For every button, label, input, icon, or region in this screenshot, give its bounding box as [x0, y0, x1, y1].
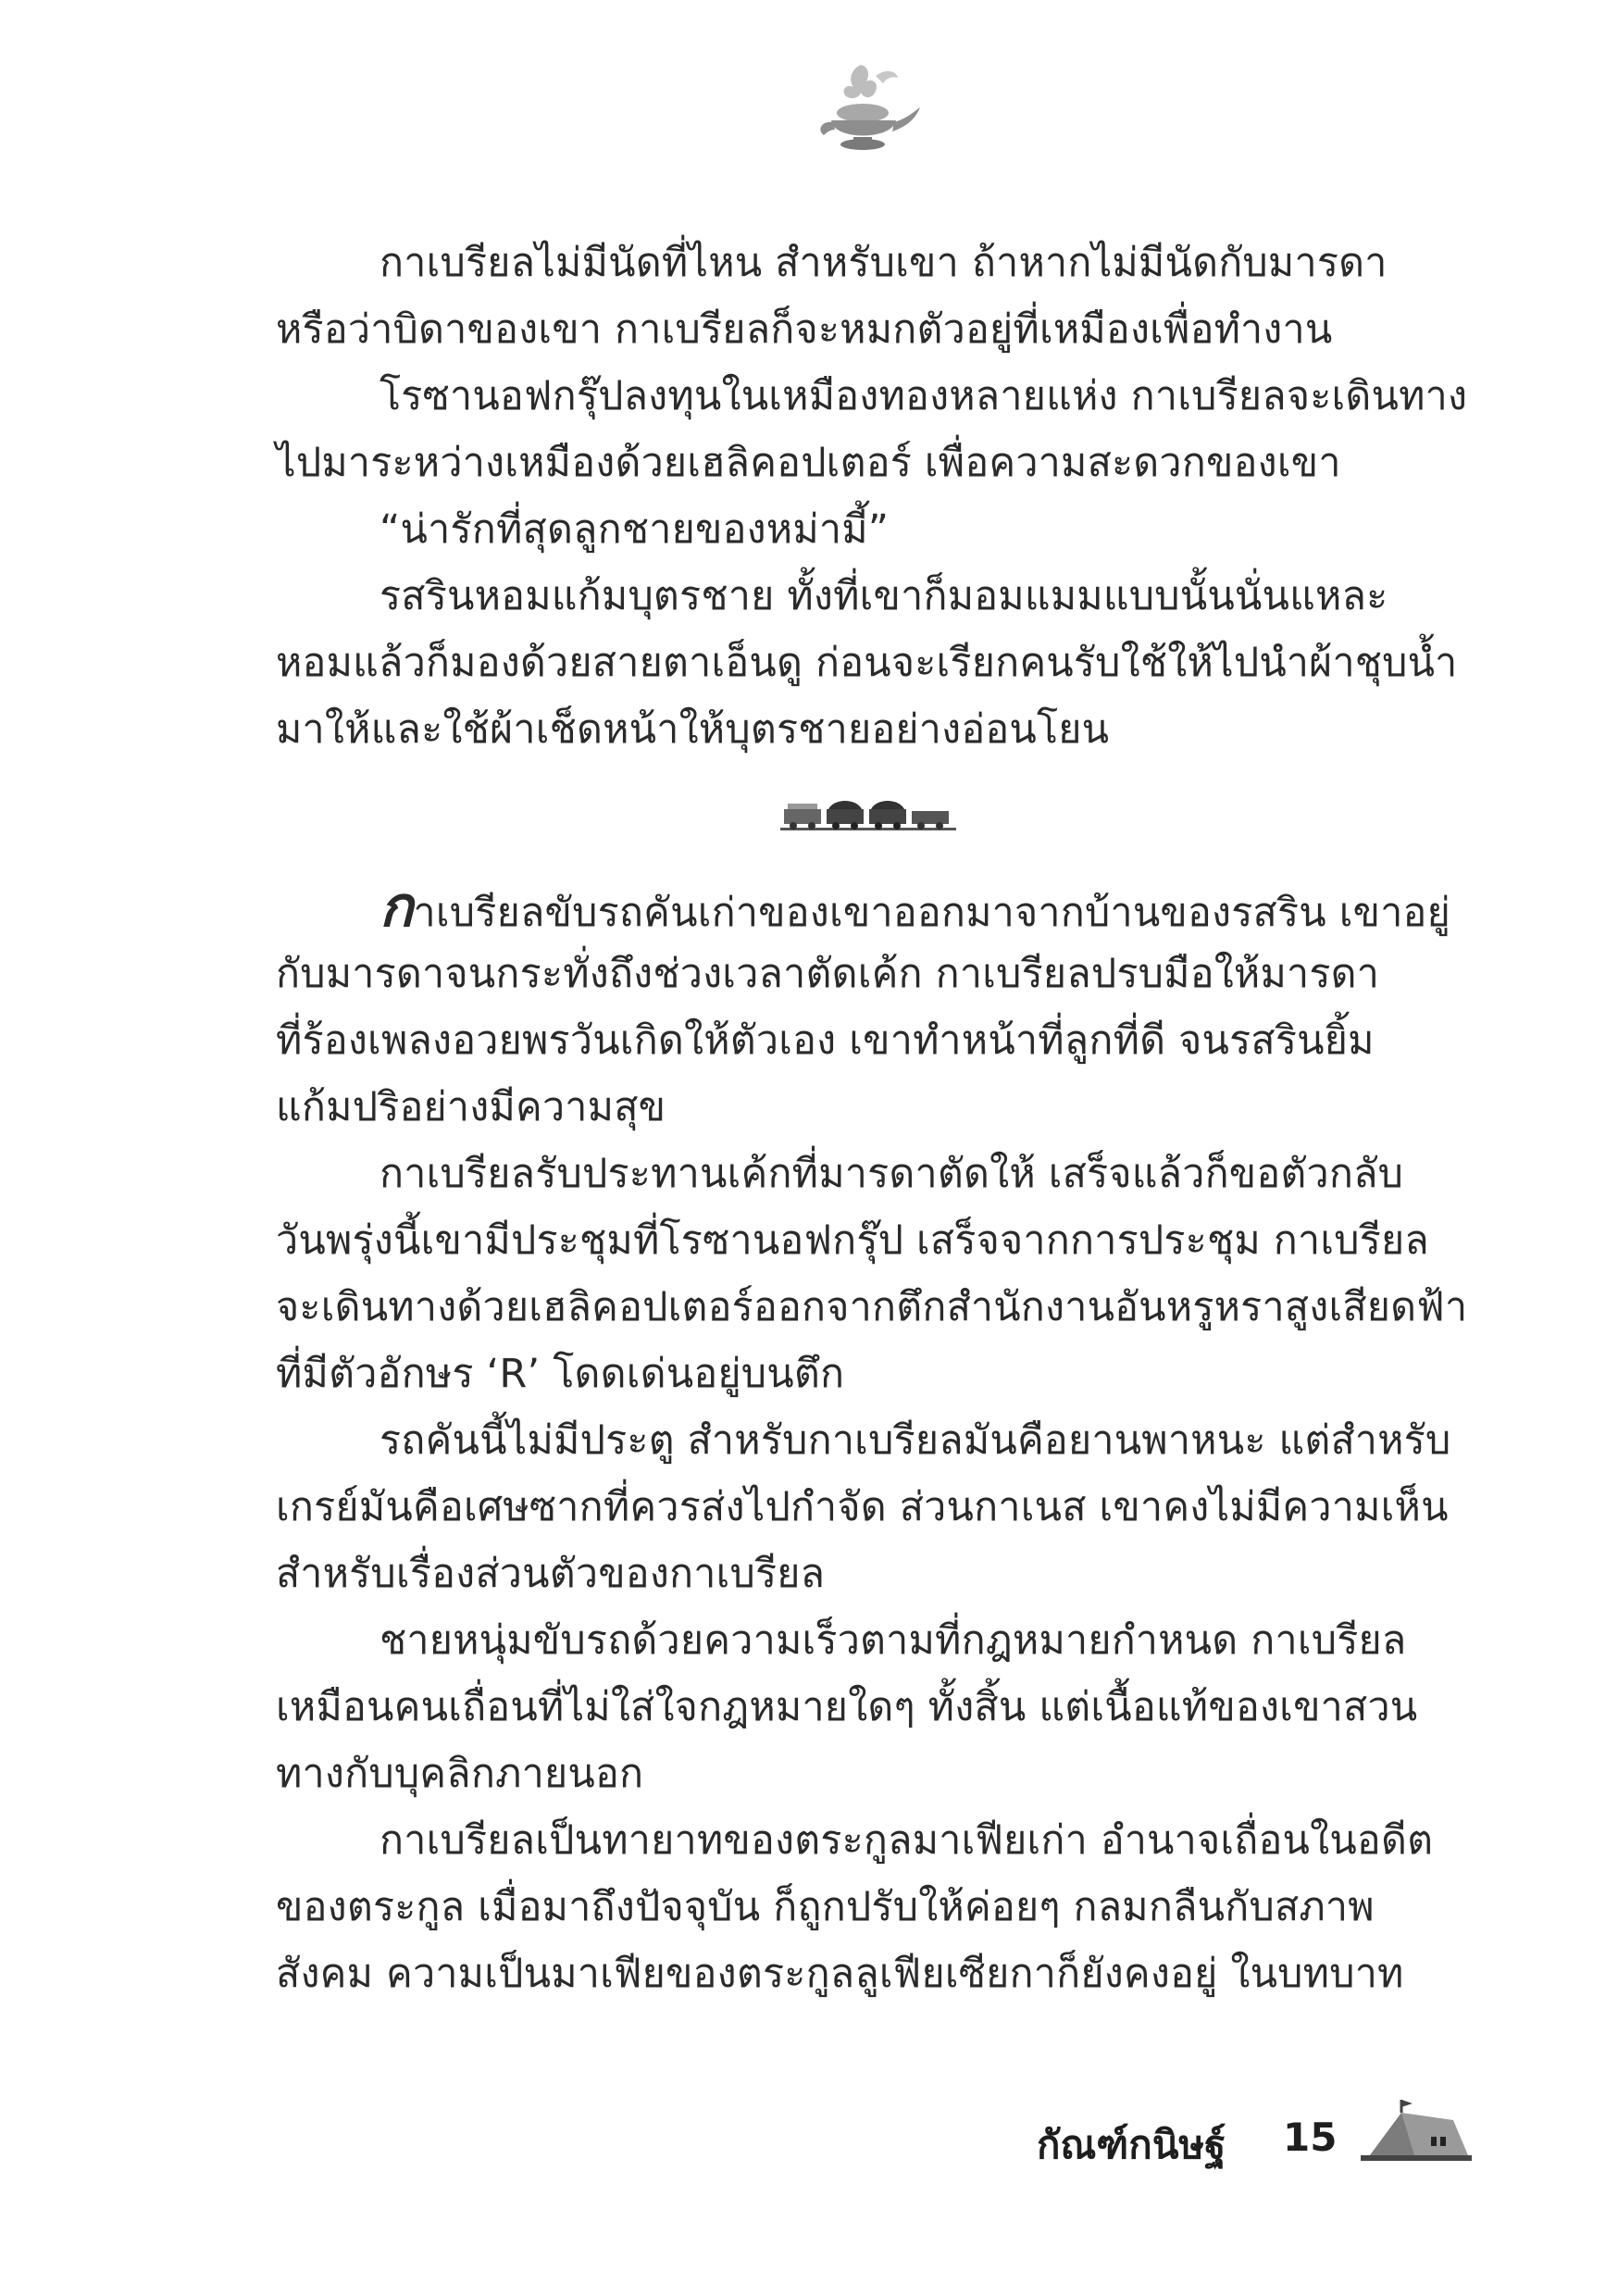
section-1	[276, 230, 1468, 763]
text-line	[276, 1341, 1461, 1407]
line-text: หรือว่าบิดาของเขา กาเบรียลก็จะหมกตัวอยู่ที่เหมืองเพื่อทำงาน	[276, 306, 1333, 353]
text-line	[276, 1074, 1461, 1141]
text-line	[276, 1141, 1461, 1207]
line-text: ทางกับบุคลิกภายนอก	[276, 1751, 644, 1797]
line-text: จะเดินทางด้วยเฮลิคอปเตอร์ออกจากตึกสำนักงานอันหรูหราสูงเสียดฟ้า	[276, 1284, 1468, 1330]
line-text: สำหรับเรื่องส่วนตัวของกาเบรียล	[276, 1551, 826, 1597]
section-divider	[276, 763, 1461, 841]
text-line	[276, 230, 1461, 296]
line-text: ที่ร้องเพลงอวยพรวันเกิดให้ตัวเอง เขาทำหน้าที่ลูกที่ดี จนรสรินยิ้ม	[276, 1017, 1375, 1064]
line-text: หอมแล้วก็มองด้วยสายตาเอ็นดู ก่อนจะเรียกคนรับใช้ให้ไปนำผ้าชุบน้ำ	[276, 640, 1458, 686]
page-footer	[926, 2094, 1481, 2187]
text-line	[276, 630, 1461, 696]
text-line	[276, 430, 1461, 496]
text-line	[276, 696, 1461, 763]
line-text: “น่ารักที่สุดลูกชายของหม่ามี้”	[380, 506, 890, 553]
magic-lamp-icon	[796, 56, 926, 167]
line-text: โรซานอฟกรุ๊ปลงทุนในเหมืองทองหลายแห่ง กาเบรียลจะเดินทาง	[380, 373, 1468, 419]
mine-cart-icon	[780, 796, 956, 833]
text-line	[276, 1207, 1461, 1274]
line-text: ไปมาระหว่างเหมืองด้วยเฮลิคอปเตอร์ เพื่อความสะดวกของเขา	[276, 440, 1341, 486]
body-text	[276, 230, 1468, 2007]
text-line	[276, 874, 1461, 941]
text-line	[276, 1940, 1461, 2007]
text-line	[276, 1007, 1461, 1074]
text-line	[276, 1607, 1461, 1674]
drop-cap: ก	[380, 875, 414, 940]
text-line	[276, 296, 1461, 363]
text-line	[276, 1807, 1461, 1874]
line-text: กาเบรียลไม่มีนัดที่ไหน สำหรับเขา ถ้าหากไม่มีนัดกับมารดา	[380, 240, 1388, 286]
text-line	[276, 1407, 1461, 1474]
line-text: กาเบรียลเป็นทายาทของตระกูลมาเฟียเก่า อำนาจเถื่อนในอดีต	[380, 1817, 1434, 1864]
text-line	[276, 563, 1461, 630]
line-text: กับมารดาจนกระทั่งถึงช่วงเวลาตัดเค้ก กาเบรียลปรบมือให้มารดา	[276, 951, 1380, 997]
text-line	[276, 1274, 1468, 1341]
page-number: 15	[1283, 2115, 1338, 2160]
line-text: กาเบรียลรับประทานเค้กที่มารดาตัดให้ เสร็จแล้วก็ขอตัวกลับ	[380, 1151, 1404, 1197]
line-text: มาให้และใช้ผ้าเช็ดหน้าให้บุตรชายอย่างอ่อนโยน	[276, 706, 1110, 753]
line-text: าเบรียลขับรถคันเก่าของเขาออกมาจากบ้านของรสริน เขาอยู่	[413, 890, 1450, 936]
tent-icon	[1361, 2100, 1472, 2165]
book-title: กัณฑ์กนิษฐ์	[1037, 2122, 1226, 2167]
line-text: เหมือนคนเถื่อนที่ไม่ใส่ใจกฎหมายใดๆ ทั้งสิ้น แต่เนื้อแท้ของเขาสวน	[276, 1684, 1418, 1730]
text-line	[276, 496, 1461, 563]
text-line	[276, 363, 1468, 430]
line-text: รสรินหอมแก้มบุตรชาย ทั้งที่เขาก็มอมแมมแบบนั้นนั่นแหละ	[380, 573, 1388, 619]
text-line	[276, 1674, 1461, 1741]
text-line	[276, 1874, 1461, 1940]
section-2	[276, 874, 1468, 2007]
line-text: ที่มีตัวอักษร ‘R’ โดดเด่นอยู่บนตึก	[276, 1351, 845, 1397]
line-text: แก้มปริอย่างมีความสุข	[276, 1084, 666, 1130]
line-text: ของตระกูล เมื่อมาถึงปัจจุบัน ก็ถูกปรับให้ค่อยๆ กลมกลืนกับสภาพ	[276, 1884, 1375, 1930]
line-text: ชายหนุ่มขับรถด้วยความเร็วตามที่กฎหมายกำหนด กาเบรียล	[380, 1617, 1407, 1664]
line-text: เกรย์มันคือเศษซากที่ควรส่งไปกำจัด ส่วนกาเนส เขาคงไม่มีความเห็น	[276, 1484, 1449, 1530]
line-text: วันพรุ่งนี้เขามีประชุมที่โรซานอฟกรุ๊ป เสร็จจากการประชุม กาเบรียล	[276, 1217, 1429, 1264]
text-line	[276, 1741, 1461, 1807]
line-text: สังคม ความเป็นมาเฟียของตระกูลลูเฟียเซียกาก็ยังคงอยู่ ในบทบาท	[276, 1951, 1404, 1997]
line-text: รถคันนี้ไม่มีประตู สำหรับกาเบรียลมันคือยานพาหนะ แต่สำหรับ	[380, 1417, 1451, 1464]
text-line	[276, 1474, 1461, 1541]
text-line	[276, 941, 1461, 1007]
text-line	[276, 1541, 1461, 1607]
